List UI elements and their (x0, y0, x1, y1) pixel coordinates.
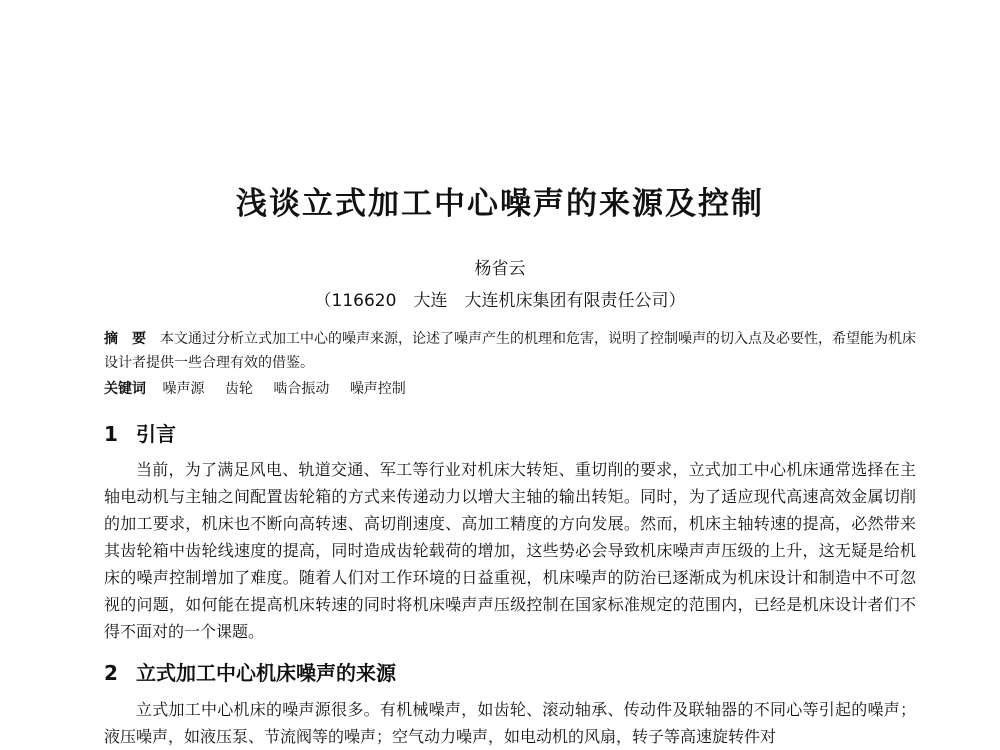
section-heading (104, 418, 176, 447)
keyword: 啮合振动 (273, 381, 330, 397)
abstract (104, 327, 916, 375)
paper-title: 浅谈立式加工中心噪声的来源及控制 (236, 186, 764, 222)
author-name: 杨省云 (474, 259, 526, 279)
section-paragraph: 当前，为了满足风电、轨道交通、军工等行业对机床大转矩、重切削的要求，立式加工中心机床通常选择在主轴电动机与主轴之间配置齿轮箱的方式来传递动力以增大主轴的输出转矩。同时，为了适应现代高速高效金属切削的加工要求，机床也不断向高转速、高切削速度、高加工精度的方向发展。然而，机床主轴转速的提高，必然带来其齿轮箱中齿轮线速度的提高，同时造成齿轮载荷的增加，这些势必会导致机床噪声声压级的上升，这无疑是给机床的噪声控制增加了难度。随着人们对工作环境的日益重视，机床噪声的防治已逐渐成为机床设计和制造中不可忽视的问题，如何能在提高机床转速的同时将机床噪声声压级控制在国家标准规定的范围内，已经是机床设计者们不得不面对的一个课题。 (104, 460, 916, 641)
keyword: 齿轮 (224, 381, 253, 397)
section-number: 1 (104, 422, 118, 446)
keyword: 噪声源 (162, 381, 205, 397)
author-affiliation: （116620 大连 大连机床集团有限责任公司） (314, 291, 686, 311)
keyword: 噪声控制 (349, 381, 406, 397)
abstract-label: 摘 要 (104, 331, 146, 347)
section-paragraph: 立式加工中心机床的噪声源很多。有机械噪声，如齿轮、滚动轴承、传动件及联轴器的不同心等引起的噪声；液压噪声，如液压泵、节流阀等的噪声；空气动力噪声，如电动机的风扇，转子等高速旋转件对 (104, 700, 916, 746)
section-title: 立式加工中心机床噪声的来源 (136, 661, 396, 685)
keywords (104, 378, 422, 398)
keywords-label: 关键词 (104, 381, 146, 397)
section-number: 2 (104, 661, 118, 685)
abstract-text: 本文通过分析立式加工中心的噪声来源，论述了噪声产生的机理和危害，说明了控制噪声的切入点及必要性，希望能为机床设计者提供一些合理有效的借鉴。 (104, 331, 916, 371)
section-title: 引言 (136, 422, 176, 446)
section-heading (104, 657, 396, 686)
